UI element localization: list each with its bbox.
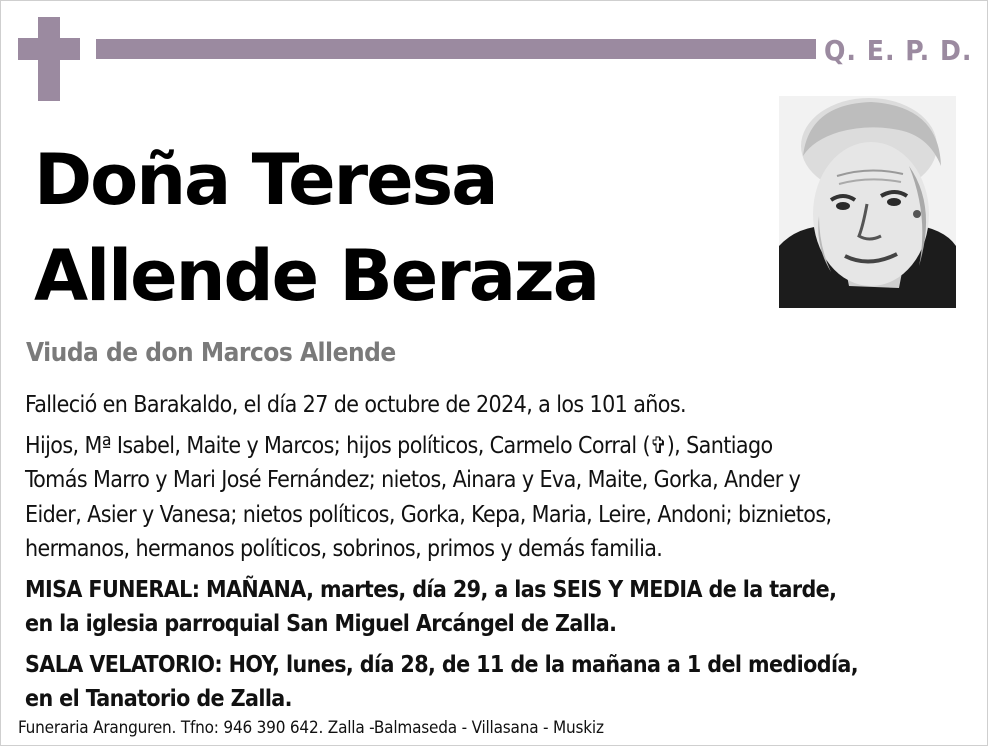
portrait-photo (779, 96, 956, 308)
deceased-name-line2: Allende Beraza (34, 235, 598, 317)
notice-body (25, 388, 965, 717)
deceased-name-line1: Doña Teresa (34, 139, 497, 221)
wake-line: SALA VELATORIO: HOY, lunes, día 28, de 11 de la mañana a 1 del mediodía, (25, 651, 859, 678)
funeral-home-footer: Funeraria Aranguren. Tfno: 946 390 642. Zalla -Balmaseda - Villasana - Muskiz (18, 718, 604, 738)
wake-room-info (25, 648, 965, 717)
deceased-name (34, 132, 598, 324)
funeral-line: en la iglesia parroquial San Miguel Arcángel de Zalla. (25, 611, 617, 637)
family-line: Hijos, Mª Isabel, Maite y Marcos; hijos políticos, Carmelo Corral (✞), Santiago (25, 432, 773, 459)
widow-of-line: Viuda de don Marcos Allende (26, 338, 396, 368)
family-line: Tomás Marro y Mari José Fernández; nietos, Ainara y Eva, Maite, Gorka, Ander y (25, 467, 801, 493)
family-line: Eider, Asier y Vanesa; nietos políticos, Gorka, Kepa, Maria, Leire, Andoni; biznietos, (25, 501, 832, 528)
death-notice-text: Falleció en Barakaldo, el día 27 de octubre de 2024, a los 101 años. (25, 392, 687, 418)
qepd-label: Q. E. P. D. (824, 34, 973, 67)
funeral-line: MISA FUNERAL: MAÑANA, martes, día 29, a las SEIS Y MEDIA de la tarde, (25, 576, 837, 603)
wake-line: en el Tanatorio de Zalla. (25, 686, 292, 712)
header-rule (96, 39, 816, 59)
family-list (25, 429, 965, 567)
family-line: hermanos, hermanos políticos, sobrinos, primos y demás familia. (25, 536, 663, 562)
funeral-mass-info (25, 573, 965, 642)
latin-cross-icon-bar (18, 38, 80, 60)
